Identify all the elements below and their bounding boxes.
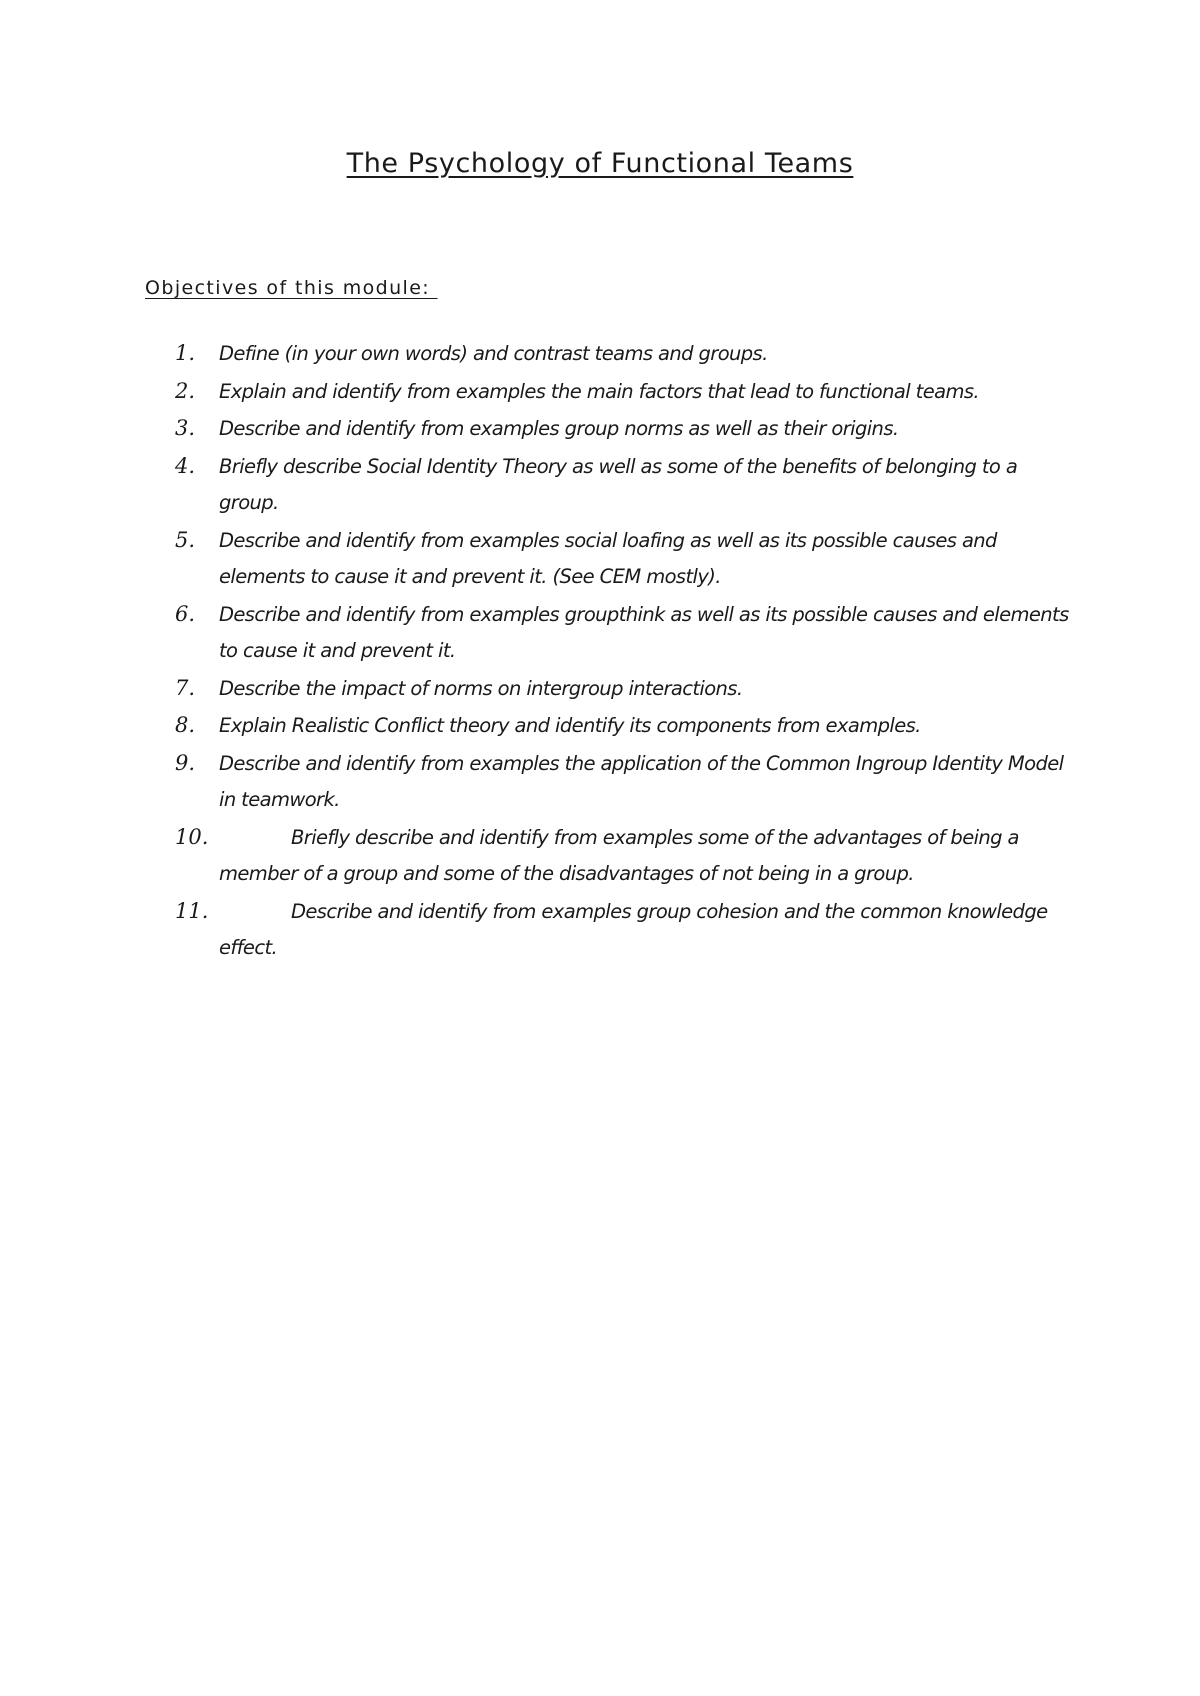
list-item [175, 335, 1075, 373]
list-item-text: Describe and identify from examples group norms as well as their origins. [219, 417, 899, 440]
list-item [175, 670, 1075, 708]
list-item-number: 5. [175, 527, 196, 552]
list-item [175, 893, 1075, 967]
list-item-text: Describe the impact of norms on intergroup interactions. [219, 676, 743, 700]
list-item-text: Briefly describe and identify from examples some of the advantages of being a member of a group and some of the disadvantages of not being in a group. [219, 825, 1019, 885]
list-item-number: 7. [175, 675, 196, 700]
list-item-number: 1. [175, 341, 196, 365]
list-item [175, 410, 1075, 448]
list-item-text: Define (in your own words) and contrast teams and groups. [219, 342, 768, 365]
list-item [175, 448, 1075, 522]
list-item-text: Describe and identify from examples group cohesion and the common knowledge effect. [219, 899, 1048, 959]
document-title: The Psychology of Functional Teams [346, 148, 854, 179]
list-item-text: Describe and identify from examples the application of the Common Ingroup Identity Model in teamwork. [219, 751, 1064, 811]
list-item-number: 2. [175, 378, 196, 403]
list-item [175, 819, 1075, 893]
list-item-number: 6. [175, 601, 196, 626]
list-item-text: Describe and identify from examples social loafing as well as its possible causes and elements to cause it and prevent it. (See CEM mostly). [219, 528, 997, 588]
list-item-number: 8. [175, 713, 196, 737]
list-item [175, 522, 1075, 596]
list-item-text: Explain and identify from examples the main factors that lead to functional teams. [219, 379, 980, 403]
list-item-text: Briefly describe Social Identity Theory as well as some of the benefits of belonging to a group. [219, 454, 1018, 514]
list-item-number: 11. [175, 898, 209, 923]
objectives-heading: Objectives of this module: [145, 277, 438, 299]
objectives-list [175, 335, 1075, 967]
list-item-number: 9. [175, 750, 196, 775]
list-item-number: 4. [175, 453, 196, 478]
list-item [175, 373, 1075, 411]
list-item [175, 707, 1075, 745]
list-item-number: 3. [175, 416, 196, 440]
list-item [175, 745, 1075, 819]
list-item [175, 596, 1075, 670]
list-item-text: Explain Realistic Conflict theory and identify its components from examples. [219, 714, 921, 737]
list-item-number: 10. [175, 824, 209, 849]
list-item-text: Describe and identify from examples groupthink as well as its possible causes and elements to cause it and prevent it. [219, 602, 1069, 662]
